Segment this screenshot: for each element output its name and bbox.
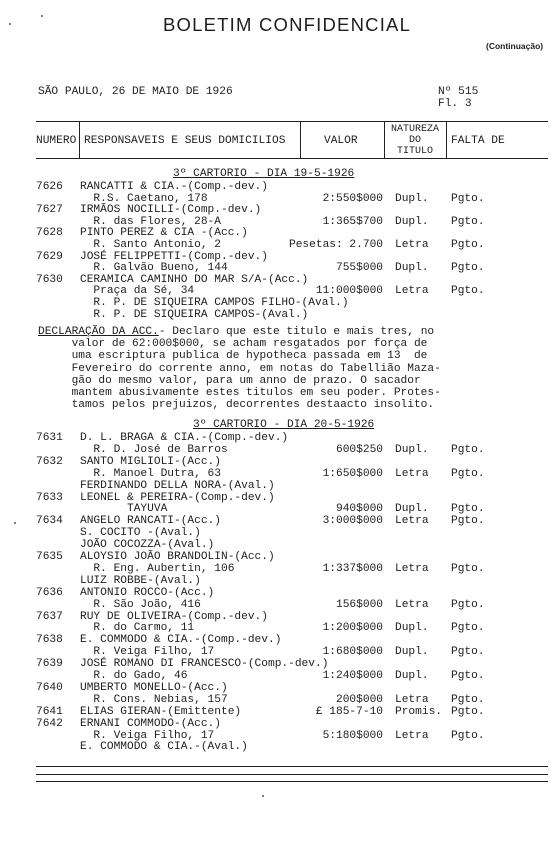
entry-reason: Pgto. <box>451 262 485 275</box>
scan-speck <box>262 795 264 797</box>
entry-number: 7638 <box>36 634 63 647</box>
entry-nature: Dupl. <box>395 503 429 516</box>
entry-party: IRMÃOS NOCILLI-(Comp.-dev.) <box>80 204 262 217</box>
declaration-text: uma escriptura publica de hypotheca passada em 13 de <box>38 350 428 363</box>
entry-value: 755$000 <box>336 262 383 275</box>
entry-value: 11:000$000 <box>315 285 383 298</box>
col-divider-2 <box>300 121 301 158</box>
entry-reason: Pgto. <box>451 215 485 228</box>
entry-value: 200$000 <box>336 693 383 706</box>
entry-party: R. Veiga Filho, 17 <box>80 646 215 659</box>
entry-nature: Letra <box>395 239 429 251</box>
entry-party: R. P. DE SIQUEIRA CAMPOS-(Aval.) <box>80 308 309 321</box>
entry-reason: Pgto. <box>451 285 485 298</box>
document-title: BOLETIM CONFIDENCIAL <box>163 14 412 35</box>
declaration-text: valor de 62:000$000, se acham resgatados por força de <box>38 338 428 351</box>
entry-nature: Dupl. <box>395 670 429 682</box>
entry-reason: Pgto. <box>451 670 485 682</box>
entry-number: 7627 <box>36 204 63 217</box>
entry-party: E. COMMODO & CIA.-(Comp.-dev.) <box>80 634 282 647</box>
declaration-line <box>38 375 421 387</box>
entry-nature: Letra <box>395 467 429 480</box>
section-heading: 3º CARTORIO - DIA 20-5-1926 <box>193 419 375 431</box>
entry-value: 1:680$000 <box>322 646 383 659</box>
entry-number: 7635 <box>36 551 63 563</box>
declaration-text: tamos pelos prejuizos, decorrentes destaacto insolito. <box>38 399 435 412</box>
entry-party: R. Santo Antonio, 2 <box>80 239 221 251</box>
entry-party: ANTONIO ROCCO-(Acc.) <box>80 586 215 599</box>
entry-number: 7632 <box>36 455 63 468</box>
entry-reason: Pgto. <box>451 192 485 205</box>
entry-party: R. das Flores, 28-A <box>80 215 221 228</box>
declaration-line <box>38 350 427 362</box>
scan-speck <box>14 522 16 524</box>
entry-number: 7640 <box>36 681 63 694</box>
entry-value: 940$000 <box>336 503 383 516</box>
entry-number: 7631 <box>36 432 63 444</box>
declaration-text: - Declaro que este titulo e mais tres, no <box>158 326 435 338</box>
entry-party: R. Manoel Dutra, 63 <box>80 467 221 480</box>
place-date: SÃO PAULO, 26 DE MAIO DE 1926 <box>38 86 233 98</box>
entry-reason: Pgto. <box>451 693 485 706</box>
entry-party: S. COCITO -(Aval.) <box>80 527 201 540</box>
entry-party: R. Eng. Aubertin, 106 <box>80 562 235 575</box>
entry-value: 1:240$000 <box>322 670 383 682</box>
entry-party: R. P. DE SIQUEIRA CAMPOS FILHO-(Aval.) <box>80 297 349 309</box>
entry-reason: Pgto. <box>451 503 485 516</box>
entry-reason: Pgto. <box>451 515 485 528</box>
entry-party: R. D. José de Barros <box>80 443 228 456</box>
entry-party: JOSÉ FELIPPETTI-(Comp.-dev.) <box>80 250 268 263</box>
entry-reason: Pgto. <box>451 239 485 251</box>
entry-number: 7629 <box>36 250 63 263</box>
entry-number: 7637 <box>36 610 63 623</box>
entry-value: 156$000 <box>336 598 383 611</box>
entry-party: R. do Gado, 46 <box>80 670 188 682</box>
scan-speck <box>41 15 43 17</box>
entry-value: £ 185-7-10 <box>315 705 383 718</box>
entry-value: 600$250 <box>336 443 383 456</box>
entry-party: JOÃO COCOZZA-(Aval.) <box>80 539 215 552</box>
entry-value: Pesetas: 2.700 <box>289 239 383 251</box>
col-header-natureza-3: TITULO <box>396 146 433 157</box>
entry-nature: Letra <box>395 562 429 575</box>
footer-rule <box>36 774 548 775</box>
entry-value: 3:000$000 <box>322 515 383 528</box>
declaration-line <box>38 387 441 399</box>
entry-party: RUY DE OLIVEIRA-(Comp.-dev.) <box>80 610 268 623</box>
col-divider-1 <box>79 121 80 158</box>
entry-nature: Dupl. <box>395 622 429 635</box>
entry-party: ELIAS GIERAN-(Emittente) <box>80 705 242 718</box>
entry-party: R. do Carmo, 11 <box>80 622 195 635</box>
col-header-natureza-1: NATUREZA <box>390 124 439 135</box>
header-rule-bottom <box>36 158 548 159</box>
entry-reason: Pgto. <box>451 622 485 635</box>
entry-party: R. Galvão Bueno, 144 <box>80 262 228 275</box>
entry-reason: Pgto. <box>451 467 485 480</box>
entry-number: 7626 <box>36 181 63 193</box>
entry-number: 7639 <box>36 658 63 671</box>
declaration-line <box>38 338 427 350</box>
entry-value: 1:337$000 <box>322 562 383 575</box>
declaration-heading: DECLARAÇÃO DA ACC. <box>38 326 159 338</box>
entry-party: RANCATTI & CIA.-(Comp.-dev.) <box>80 181 268 193</box>
entry-nature: Letra <box>395 693 429 706</box>
entry-number: 7630 <box>36 273 63 286</box>
entry-party: LEONEL & PEREIRA-(Comp.-dev.) <box>80 491 275 504</box>
entry-party: Praça da Sé, 34 <box>80 285 195 298</box>
entry-party: R. Cons. Nebias, 157 <box>80 693 228 706</box>
entry-number: 7628 <box>36 227 63 240</box>
col-header-numero: NUMERO <box>36 135 77 147</box>
entry-party: PINTO PEREZ & CIA -(Acc.) <box>80 227 248 240</box>
entry-party: E. COMMODO & CIA.-(Aval.) <box>80 741 248 754</box>
declaration-text: Fevereiro do corrente anno, em notas do Tabellião Maza- <box>38 362 441 375</box>
entry-party: FERDINANDO DELLA NORA-(Aval.) <box>80 479 275 492</box>
sheet-number: Fl. 3 <box>438 98 472 110</box>
declaration-text: mantem abusivamente estes titulos em seu poder. Protes- <box>38 387 441 399</box>
entry-party: R. Veiga Filho, 17 <box>80 729 215 742</box>
entry-number: 7636 <box>36 586 63 599</box>
declaration-text: gão do mesmo valor, para um anno de prazo. O sacador <box>38 374 421 387</box>
entry-reason: Pgto. <box>451 729 485 742</box>
col-divider-4 <box>446 121 447 158</box>
declaration-line <box>38 326 434 338</box>
entry-nature: Dupl. <box>395 443 429 456</box>
entry-nature: Letra <box>395 515 429 528</box>
header-rule-top <box>36 121 548 122</box>
col-header-valor: VALOR <box>324 135 358 147</box>
entry-nature: Dupl. <box>395 646 429 659</box>
entry-reason: Pgto. <box>451 598 485 611</box>
declaration-line <box>38 399 434 411</box>
entry-party: UMBERTO MONELLO-(Acc.) <box>80 681 228 694</box>
entry-reason: Pgto. <box>451 646 485 659</box>
entry-party: ERNANI COMMODO-(Acc.) <box>80 717 221 730</box>
col-header-natureza-2: DO <box>408 135 421 146</box>
entry-party: ANGELO RANCATI-(Acc.) <box>80 515 221 528</box>
entry-party: R. São João, 416 <box>80 598 201 611</box>
entry-party: TAYUVA <box>80 503 168 516</box>
section-heading: 3º CARTORIO - DIA 19-5-1926 <box>173 168 355 180</box>
entry-nature: Letra <box>395 285 429 298</box>
col-header-falta: FALTA DE <box>451 135 505 147</box>
entry-value: 1:200$000 <box>322 622 383 635</box>
entry-value: 5:180$000 <box>322 729 383 742</box>
entry-party: CERAMICA CAMINHO DO MAR S/A-(Acc.) <box>80 273 309 286</box>
entry-reason: Pgto. <box>451 705 485 718</box>
entry-nature: Dupl. <box>395 192 429 205</box>
entry-party: JOSÉ ROMANO DI FRANCESCO-(Comp.-dev.) <box>80 658 329 671</box>
entry-number: 7633 <box>36 491 63 504</box>
scan-speck <box>9 23 11 25</box>
entry-number: 7641 <box>36 705 63 718</box>
entry-party: SANTO MIGLIOLI-(Acc.) <box>80 455 221 468</box>
entry-party: D. L. BRAGA & CIA.-(Comp.-dev.) <box>80 432 289 444</box>
entry-party: R.S. Caetano, 178 <box>80 192 208 205</box>
entry-nature: Letra <box>395 598 429 611</box>
entry-nature: Dupl. <box>395 215 429 228</box>
entry-value: 1:365$700 <box>322 215 383 228</box>
entry-nature: Letra <box>395 729 429 742</box>
col-header-responsaveis: RESPONSAVEIS E SEUS DOMICILIOS <box>84 135 286 147</box>
entry-party: LUIZ ROBBE-(Aval.) <box>80 574 201 587</box>
declaration-line <box>38 363 441 375</box>
footer-rule <box>36 781 548 782</box>
entry-value: 2:550$000 <box>322 192 383 205</box>
entry-reason: Pgto. <box>451 562 485 575</box>
entry-value: 1:650$000 <box>322 467 383 480</box>
footer-rule <box>36 766 548 767</box>
entry-party: ALOYSIO JOÃO BRANDOLIN-(Acc.) <box>80 551 275 563</box>
bulletin-number: Nº 515 <box>438 86 479 98</box>
entry-number: 7642 <box>36 717 63 730</box>
continuation-label: (Continuação) <box>486 41 544 51</box>
entry-nature: Promis. <box>395 705 442 718</box>
entry-reason: Pgto. <box>451 443 485 456</box>
entry-nature: Dupl. <box>395 262 429 275</box>
entry-number: 7634 <box>36 515 63 528</box>
